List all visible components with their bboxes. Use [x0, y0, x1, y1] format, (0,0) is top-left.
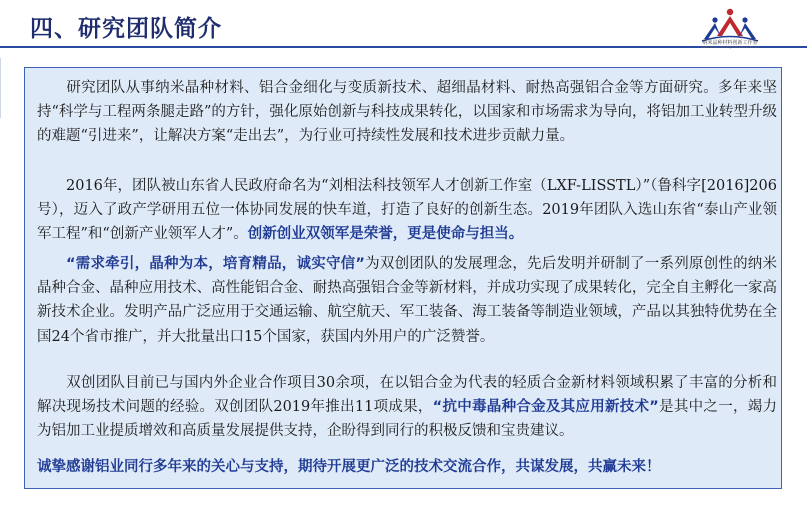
- page-title: 四、研究团队简介: [30, 16, 222, 42]
- philosophy-highlight: “需求牵引，晶种为本，培育精品，诚实守信”: [66, 256, 365, 272]
- paragraph-philosophy: [37, 252, 777, 349]
- paragraph-cooperation: [37, 371, 777, 444]
- honors-highlight: 创新创业双领军是荣誉，更是使命与担当。: [247, 226, 524, 243]
- paragraph-cooperation-text-b: 是其中之一，竭力为铝加工业提质增效和高质量发展提供支持，企盼得到同行的积极反馈和宝贵建议。: [37, 399, 778, 440]
- paragraph-cooperation-text-a: 双创团队目前已与国内外企业合作项目30余项，在以铝合金为代表的轻质合金新材料领域积累了丰富的分析和解决现场技术问题的经验。双创团队2019年推出11项成果，: [37, 375, 777, 416]
- paragraph-intro: [37, 76, 777, 149]
- closing-statement: [37, 455, 777, 479]
- left-edge-line: [0, 58, 1, 118]
- logo-subtitle: Nano Grain Refining Innovation Studio: [701, 45, 759, 49]
- paragraph-honors: [37, 174, 777, 247]
- closing-statement-text: 诚挚感谢铝业同行多年来的关心与支持，期待开展更广泛的技术交流合作，共谋发展，共赢未来！: [37, 459, 661, 475]
- paragraph-intro-text: 研究团队从事纳米晶种材料、铝合金细化与变质新技术、超细晶材料、耐热高强铝合金等方面研究。多年来坚持“科学与工程两条腿走路”的方针，强化原始创新与科技成果转化，以国家和市场需求为导向，将铝加工业转型升级的难题“引进来”，让解决方案“走出去”，为行业可持续性发展和技术进步贡献力量。: [37, 80, 777, 145]
- cooperation-highlight: “抗中毒晶种合金及其应用新技术”: [432, 399, 659, 416]
- paragraph-philosophy-text: 为双创团队的发展理念，先后发明并研制了一系列原创性的纳米晶种合金、晶种应用技术、高性能铝合金、耐热高强铝合金等新材料，并成功实现了成果转化，完全自主孵化一家高新技术企业。发明产品广泛应用于交通运输、航空航天、军工装备、海工装备等制造业领域，产品以其独特优势在全国24个省市推广，并大批量出口15个国家，获国内外用户的广泛赞誉。: [37, 256, 778, 345]
- logo-name: 纳米晶种材料创新工作室: [702, 40, 758, 46]
- paragraph-honors-text: 2016年，团队被山东省人民政府命名为“刘相法科技领军人才创新工作室（LXF-LISSTL）”（鲁科字[2016]206号），迈入了政产学研用五位一体协同发展的快车道，打造了良好的创新生态。2019年团队入选山东省“泰山产业领军工程”和“创新产业领军人才”。: [37, 178, 777, 243]
